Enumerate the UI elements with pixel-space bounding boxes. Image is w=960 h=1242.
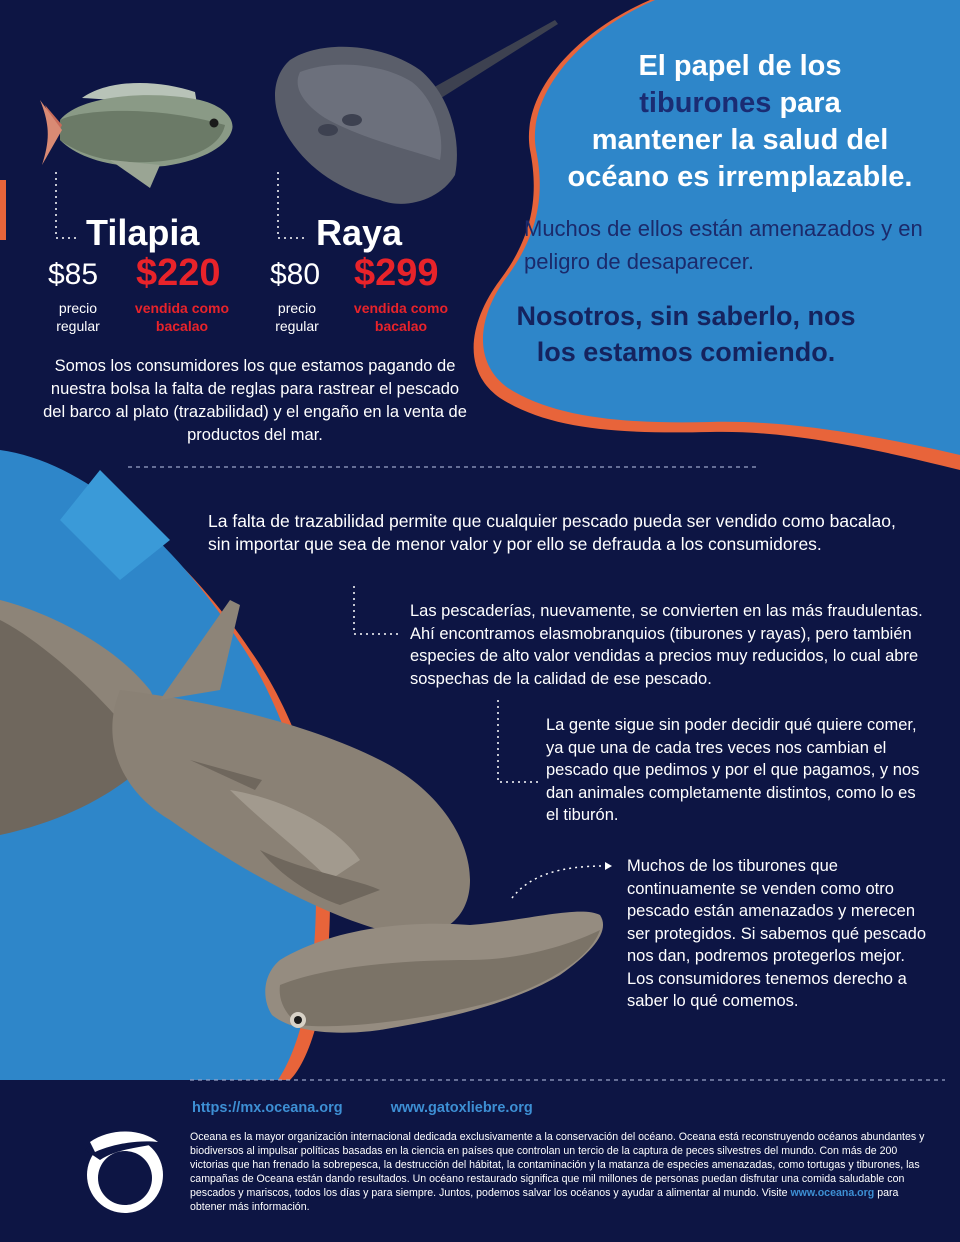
raya-cod-price: $299 — [354, 252, 439, 294]
footer-end: para obtener más información. — [190, 1187, 899, 1213]
raya-cod-caption: vendida como bacalao — [353, 300, 449, 334]
headline-line-1: El papel de los — [638, 50, 842, 82]
headline-highlight: tiburones — [639, 87, 772, 119]
oceana-link[interactable]: https://mx.oceana.org — [192, 1100, 343, 1116]
footer-oceana-link[interactable]: www.oceana.org — [790, 1187, 875, 1199]
raya-name: Raya — [316, 212, 403, 253]
tilapia-regular-caption: precio regular — [56, 300, 100, 334]
left-edge-accent — [0, 180, 6, 240]
tilapia-fish-icon — [40, 83, 233, 188]
arrow-head — [605, 862, 612, 870]
oceana-logo-icon — [85, 1132, 163, 1214]
paragraph-protection: Muchos de los tiburones que continuamente se venden como otro pescado están amenazados y merecen ser protegidos. Si sabemos qué pescado nos dan, podremos protegerlos mejor. Los consumidores tenemos derecho a saber lo qué comemos. — [627, 857, 927, 1010]
tilapia-cod-price: $220 — [136, 252, 221, 294]
headline-line-3: mantener la salud del — [591, 124, 889, 156]
paragraph-fishmongers: Las pescaderías, nuevamente, se convierten en las más fraudulentas. Ahí encontramos elasmobranquios (tiburones y rayas), pero también especies de alto valor vendidas a precios muy reducidos, lo cual abre sospechas de la calidad de ese pescado. — [410, 602, 923, 688]
tilapia-name: Tilapia — [86, 212, 200, 253]
stingray-icon — [275, 20, 558, 204]
headline — [540, 48, 940, 196]
tilapia-regular-price: $85 — [48, 258, 99, 291]
footer-body: Oceana es la mayor organización internacional dedicada exclusivamente a la conservación del océano. Oceana está reconstruyendo océanos abundantes y biodiversos al impulsar políticas basadas en la ciencia en países que controlan un tercio de la captura de peces silvestres del mundo. Con más de 200 victorias que han frenado la sobrepesca, la destrucción del hábitat, la contaminación y la matanza de especies amenazadas, como tortugas y tiburones, las campañas de Oceana están dando resultados. Un océano restaurado significa que mil millones de personas puedan disfrutar una comida saludable con pescados y mariscos, todos los días y para siempre. Juntos, podemos salvar los océanos y ayudar a alimentar al mundo. Visite — [190, 1131, 925, 1199]
links-row — [192, 1100, 577, 1116]
tilapia-cod-caption: vendida como bacalao — [134, 300, 230, 334]
footer-text — [190, 1130, 930, 1214]
paragraph-choice: La gente sigue sin poder decidir qué quiere comer, ya que una de cada tres veces nos cambian el pescado que pedimos y por el que pagamos, y nos dan animales completamente distintos, como lo es el tiburón. — [546, 716, 920, 824]
raya-regular-price: $80 — [270, 258, 321, 291]
gatoxliebre-link[interactable]: www.gatoxliebre.org — [390, 1100, 533, 1116]
raya-regular-caption: precio regular — [275, 300, 319, 334]
intro-text: Somos los consumidores los que estamos pagando de nuestra bolsa la falta de reglas para rastrear el pescado del barco al plato (trazabilidad) y el engaño en la venta de productos del mar. — [43, 357, 467, 444]
headline-line-4: océano es irremplazable. — [567, 161, 913, 193]
threat-text: Muchos de ellos están amenazados y en peligro de desaparecer. — [524, 216, 923, 274]
eating-text: Nosotros, sin saberlo, nos los estamos comiendo. — [516, 301, 856, 367]
headline-line-2: para — [779, 87, 841, 119]
paragraph-traceability: La falta de trazabilidad permite que cualquier pescado pueda ser vendido como bacalao, sin importar que sea de menor valor y por ello se defrauda a los consumidores. — [208, 511, 896, 554]
